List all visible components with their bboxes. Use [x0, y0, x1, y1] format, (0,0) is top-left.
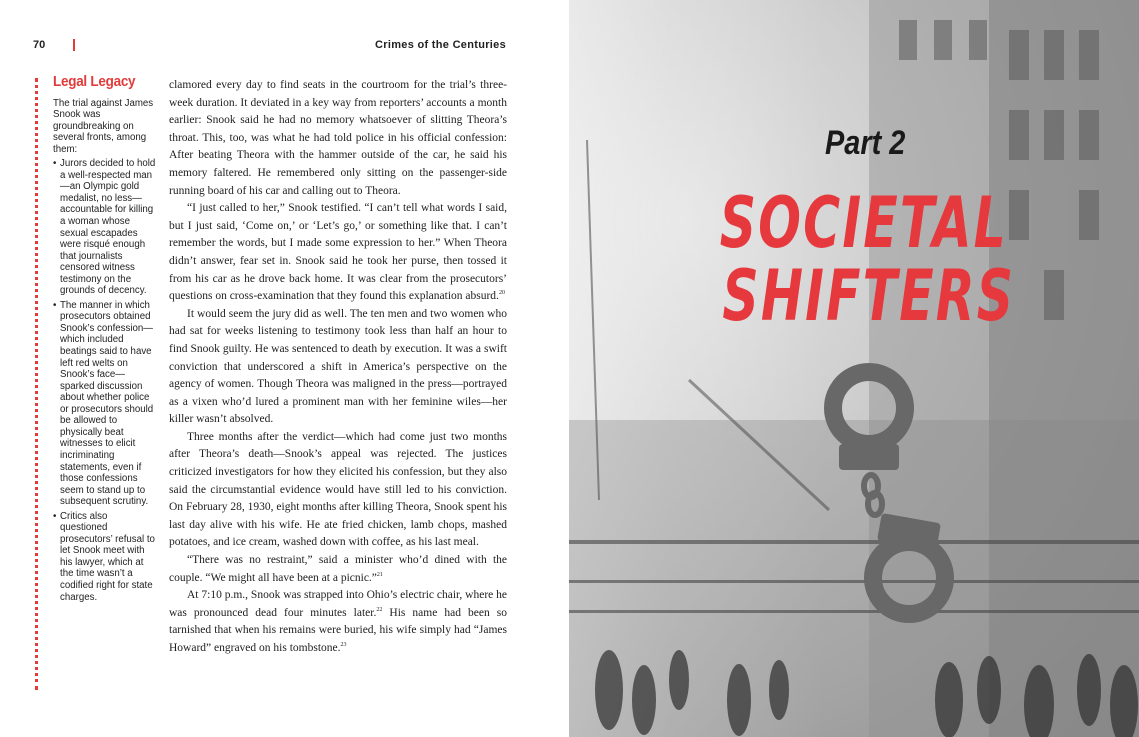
- part-label: Part 2: [825, 124, 906, 162]
- footnote-ref: 23: [340, 642, 347, 649]
- left-page: [0, 0, 569, 737]
- sidebar-intro: The trial against James Snook was groundbreaking on several fronts, among them:: [53, 97, 154, 155]
- body-paragraph: It would seem the jury did as well. The ten men and two women who had sat for weeks listening to testimony took less than half an hour to find Snook guilty. He was sentenced to death by execution. It was a swift conviction that underscored a shift in America’s perspective on the agency of women. Though Theora was maligned in the press—portrayed as a vixen who’d lured a prominent man with her feminine wiles—her killer wasn’t absolved.: [169, 307, 507, 426]
- sidebar-title: Legal Legacy: [53, 73, 136, 90]
- part-title-line1: SOCIETAL: [719, 182, 1008, 264]
- sidebar-dotted-rule: [35, 78, 38, 690]
- running-head: Crimes of the Centuries: [375, 39, 506, 51]
- page-number: 70: [33, 39, 46, 51]
- body-paragraph: “There was no restraint,” said a minister who’d dined with the couple. “We might all have been at a picnic.”$^{21}$: [169, 554, 507, 584]
- body-paragraph: clamored every day to find seats in the courtroom for the trial’s three-week duration. It deviated in a key way from reporters’ accounts a month earlier: Snook said he had no memory whatsoever of slitting Theora’s throat. This, too, was what he had told police in his official confession: After beating Theora with the hammer outside of the car, he said his memory faltered. He remembered only sitting on the passenger-side running board of his car and calling out to Theora.: [169, 79, 507, 197]
- handcuffs-icon: [799, 358, 989, 668]
- sidebar-list: [53, 158, 157, 603]
- sidebar-bullet: • Critics also questioned prosecutors’ refusal to let Snook meet with his lawyer, which at the time wasn’t a codified right for state charges.: [60, 511, 157, 603]
- right-page: [569, 0, 1139, 737]
- body-text: [169, 77, 507, 658]
- footnote-ref: 21: [376, 571, 383, 578]
- footnote-ref: 22: [376, 606, 383, 613]
- body-paragraph: “I just called to her,” Snook testified. “I can’t tell what words I said, but I just said, ‘Come on,’ or ‘Let’s go,’ or something like that. I can’t remember the words, but I made some expression to her.” When Theora didn’t answer, fear set in. Snook said he took her purse, then tossed it from his car as he drove back home. It was clear from the prosecutors’ questions on cross-examination that they found this explanation absurd.$^{20}$: [169, 202, 507, 303]
- part-title-line2: SHIFTERS: [722, 255, 1016, 337]
- footnote-ref: 20: [498, 290, 505, 297]
- body-paragraph: Three months after the verdict—which had come just two months after Theora’s death—Snook’s appeal was rejected. The justices criticized investigators for how they elicited his confession, but they also said the circumstantial evidence would have still led to his conviction. On February 28, 1930, eight months after killing Theora, Snook spent his last day alive with his wife. He ate fried chicken, lamb chops, mashed potatoes, and ice cream, washed down with coffee, as his last meal.: [169, 430, 507, 549]
- page-number-divider: [73, 39, 75, 51]
- sidebar: [53, 73, 157, 606]
- sidebar-bullet: • The manner in which prosecutors obtained Snook’s confession—which included beatings said to have left red welts on Snook’s face—sparked discussion about whether police or prosecutors should be allowed to physically beat witnesses to elicit incriminating statements, even if those confessions seem to stand up to subsequent scrutiny.: [60, 300, 157, 508]
- sidebar-bullet: • Jurors decided to hold a well-respected man—an Olympic gold medalist, no less—accountable for killing a woman whose sexual escapades were risqué enough that journalists censored witness testimony on the grounds of decency.: [60, 158, 157, 297]
- body-paragraph: At 7:10 p.m., Snook was strapped into Ohio’s electric chair, where he was pronounced dead four minutes later.$^{22}$ His name had been so tarnished that when his remains were buried, his wife simply had “James Howard” engraved on his tombstone.$^{23}$: [169, 589, 508, 654]
